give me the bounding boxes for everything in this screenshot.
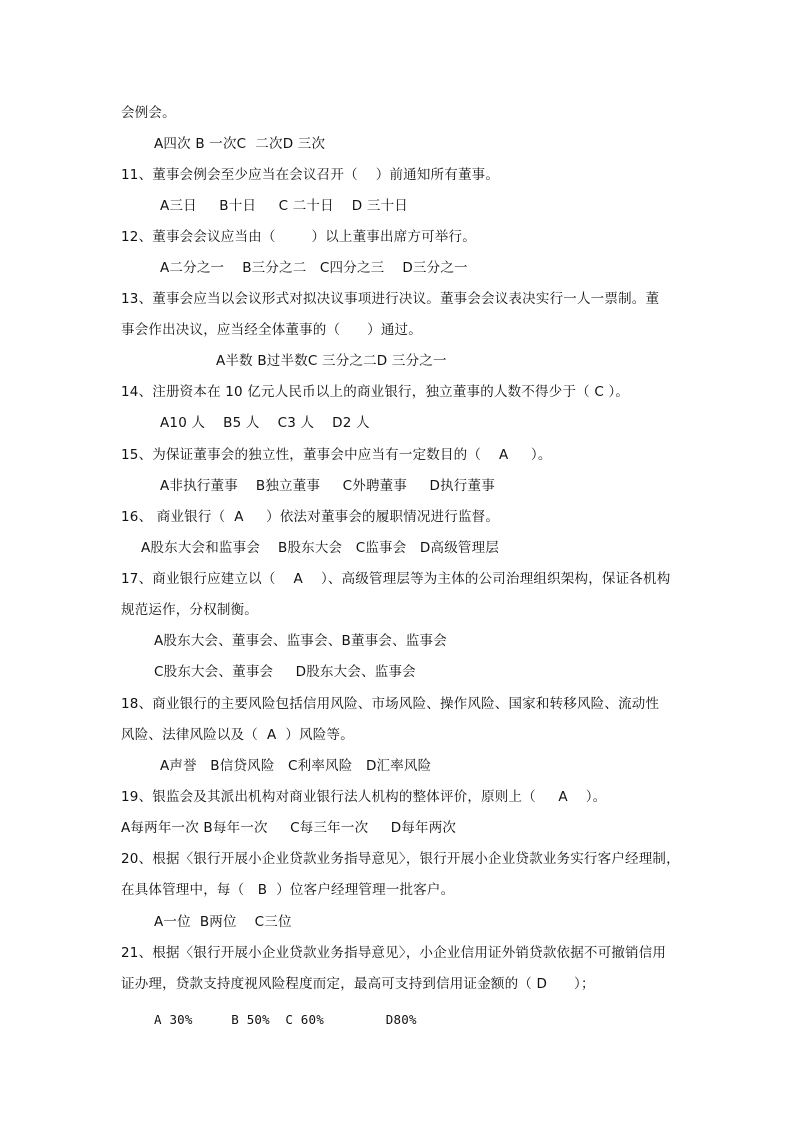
text-line: A一位 B两位 C三位 — [154, 914, 292, 930]
text-line: 19、银监会及其派出机构对商业银行法人机构的整体评价，原则上（ A ）。 — [121, 789, 607, 805]
text-line: A10 人 B5 人 C3 人 D2 人 — [160, 415, 370, 431]
text-line: 规范运作，分权制衡。 — [121, 602, 258, 618]
text-line: A二分之一 B三分之二 C四分之三 D三分之一 — [160, 260, 468, 276]
text-line: 在具体管理中，每（ B ）位客户经理管理一批客户。 — [121, 882, 455, 898]
text-line: A声誉 B信贷风险 C利率风险 D汇率风险 — [160, 758, 432, 774]
text-line: 17、商业银行应建立以（ A ）、高级管理层等为主体的公司治理组织架构，保证各机构 — [121, 571, 671, 587]
text-line: 风险、法律风险以及（ A ）风险等。 — [121, 727, 354, 743]
text-line: 会例会。 — [121, 105, 176, 121]
text-line: 12、董事会会议应当由（ ）以上董事出席方可举行。 — [121, 229, 476, 245]
text-line: 11、董事会例会至少应当在会议召开（ ）前通知所有董事。 — [121, 167, 500, 183]
text-line: A半数 B过半数C 三分之二D 三分之一 — [216, 353, 447, 369]
text-line: A股东大会、董事会、监事会、B董事会、监事会 — [154, 633, 447, 649]
text-line: A三日 B十日 C 二十日 D 三十日 — [160, 198, 408, 214]
text-line: 21、根据〈银行开展小企业贷款业务指导意见〉，小企业信用证外销贷款依据不可撤销信用 — [121, 945, 667, 961]
text-line: A非执行董事 B独立董事 C外聘董事 D执行董事 — [160, 478, 495, 494]
text-line: A每两年一次 B每年一次 C每三年一次 D每年两次 — [121, 820, 457, 836]
text-line: 18、商业银行的主要风险包括信用风险、市场风险、操作风险、国家和转移风险、流动性 — [121, 696, 660, 712]
text-line: 16、 商业银行（ A ）依法对董事会的履职情况进行监督。 — [121, 509, 500, 525]
text-line: 13、董事会应当以会议形式对拟决议事项进行决议。董事会会议表决实行一人一票制。董 — [121, 291, 660, 307]
text-line: 事会作出决议，应当经全体董事的（ ）通过。 — [121, 322, 422, 338]
text-line: 15、为保证董事会的独立性，董事会中应当有一定数目的（ A ）。 — [121, 447, 552, 463]
text-line: 14、注册资本在 10 亿元人民币以上的商业银行，独立董事的人数不得少于（ C ）。 — [121, 384, 630, 400]
text-line: A四次 B 一次C 二次D 三次 — [154, 136, 326, 152]
text-line: 20、根据〈银行开展小企业贷款业务指导意见〉，银行开展小企业贷款业务实行客户经理制， — [121, 851, 680, 867]
text-line: 证办理，贷款支持度视风险程度而定，最高可支持到信用证金额的（ D ）； — [121, 976, 595, 992]
text-line: C股东大会、董事会 D股东大会、监事会 — [154, 664, 416, 680]
text-line: A 30% B 50% C 60% D80% — [154, 1012, 417, 1027]
text-line: A股东大会和监事会 B股东大会 C监事会 D高级管理层 — [141, 540, 500, 556]
